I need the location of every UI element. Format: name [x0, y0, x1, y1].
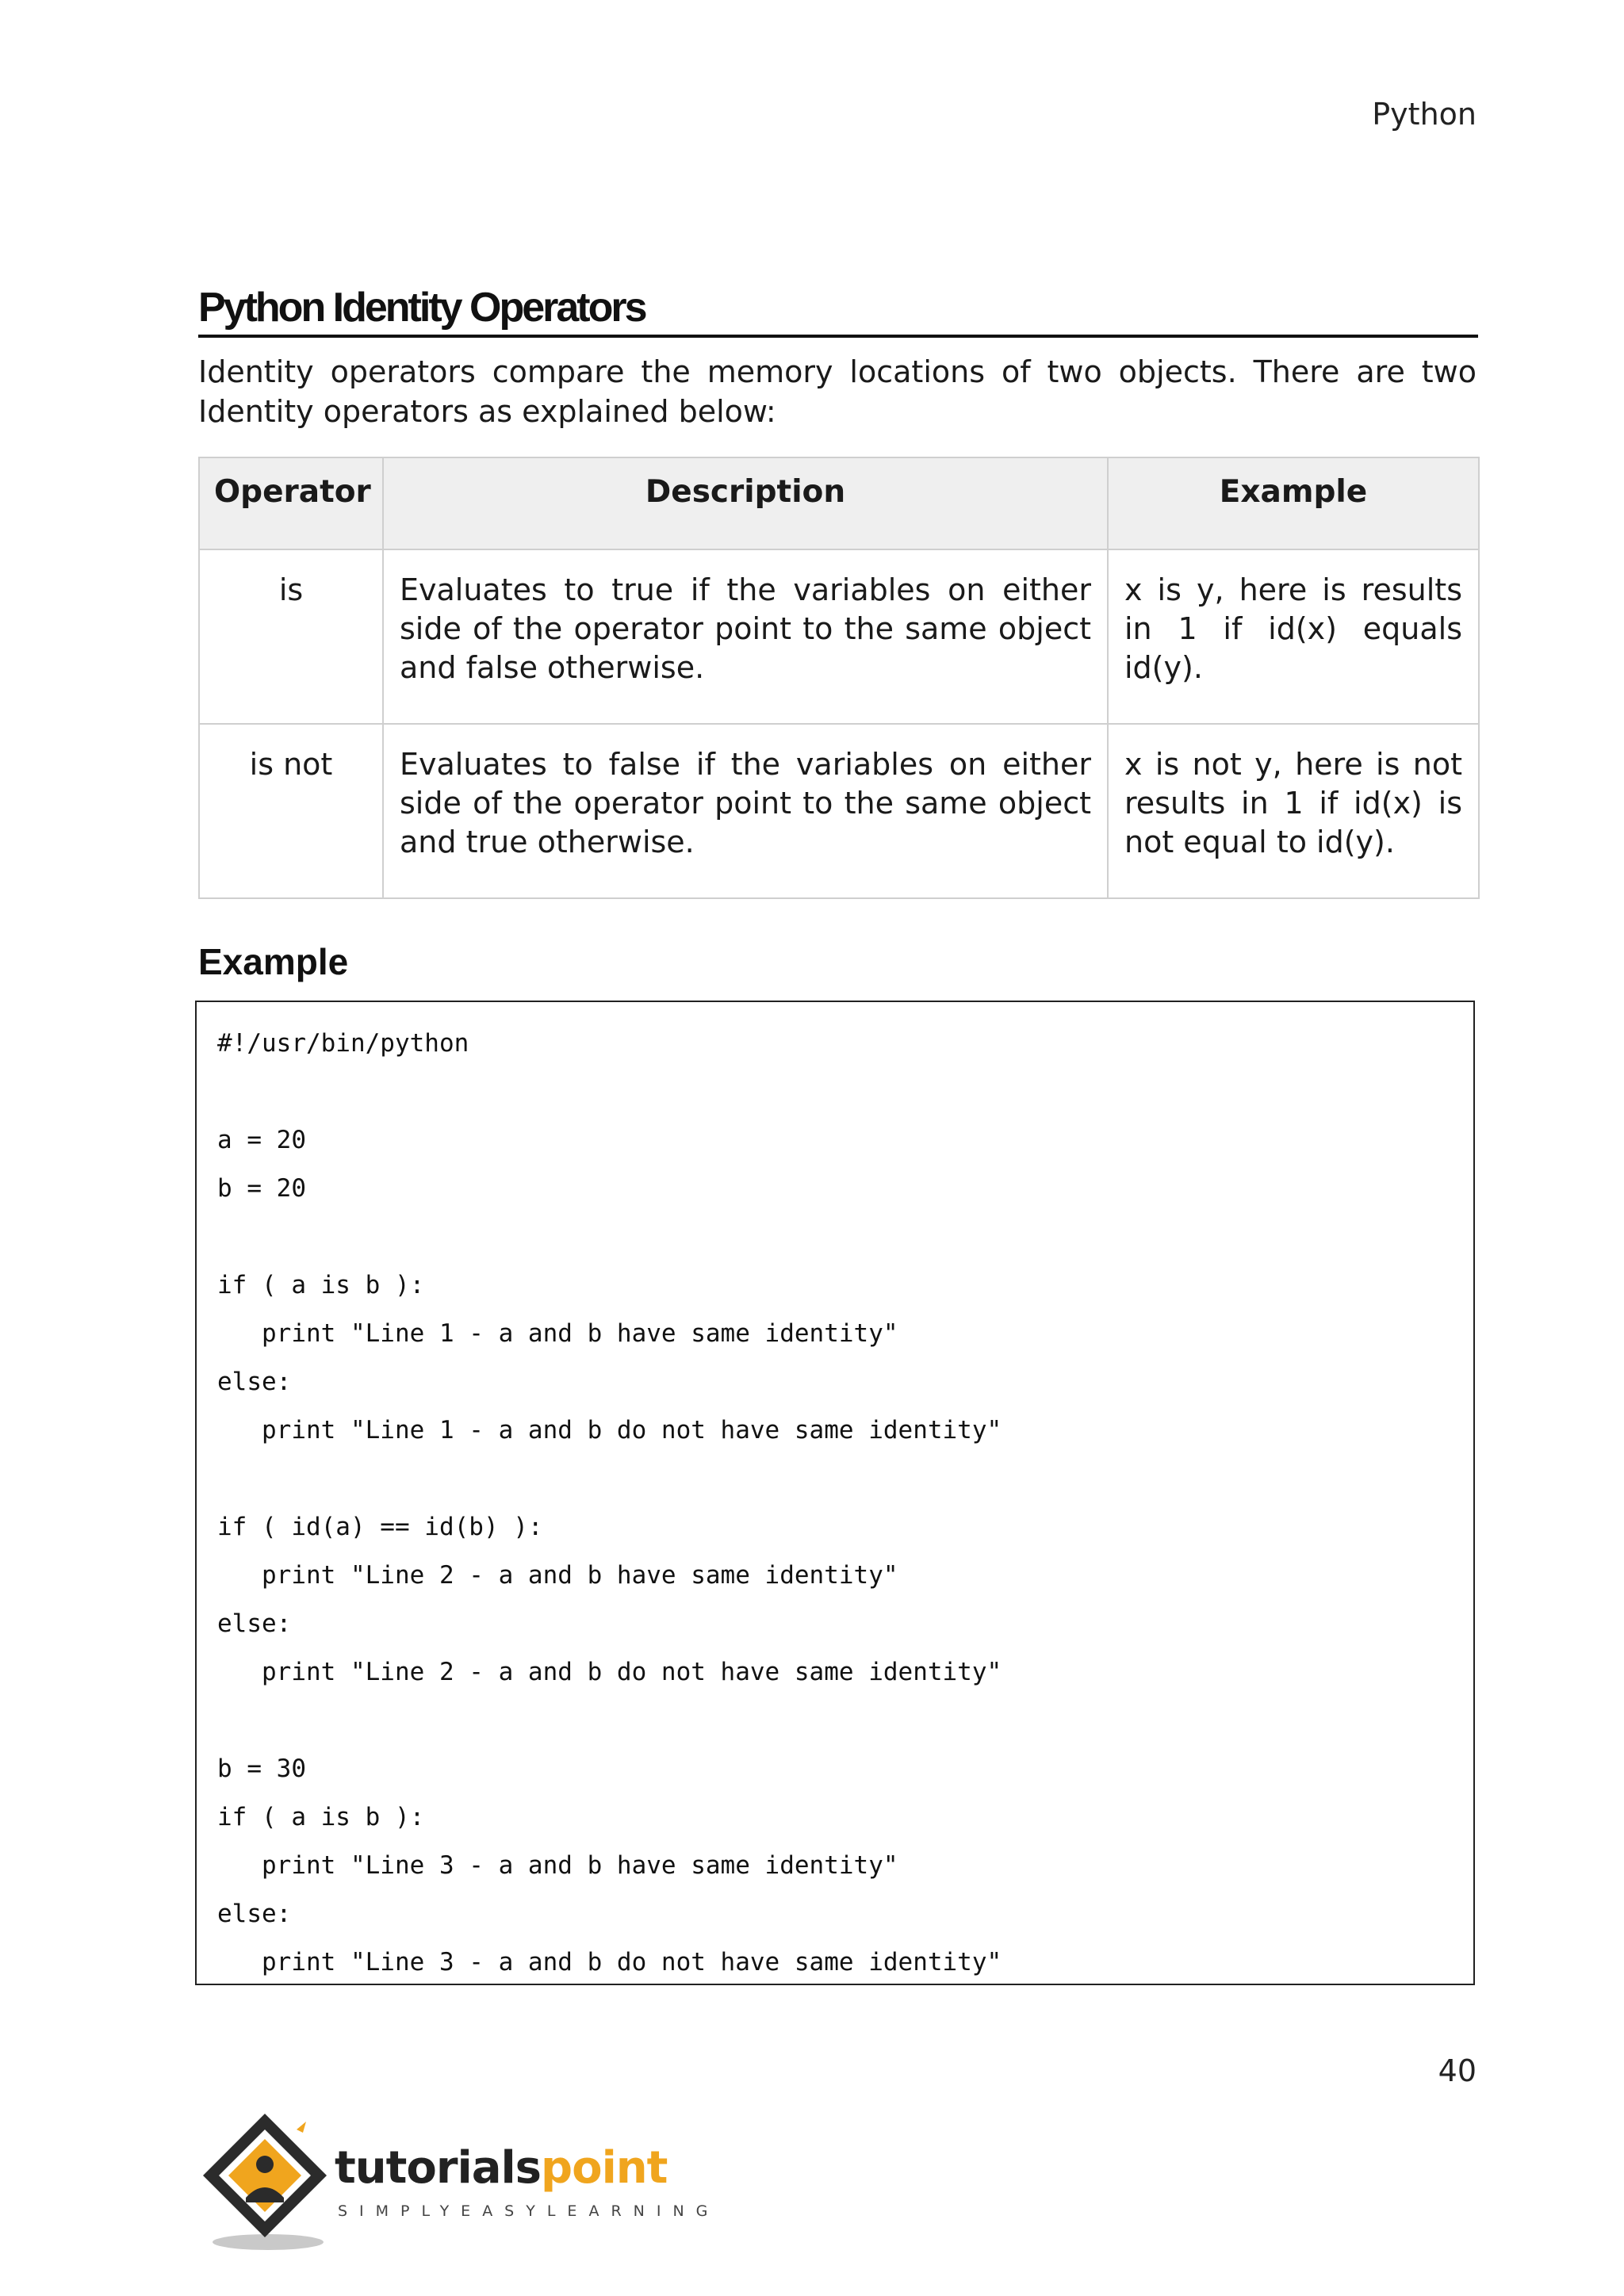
description-cell: Evaluates to false if the variables on either side of the operator point to the same object and true otherwise.: [383, 724, 1108, 898]
page-number: 40: [1438, 2053, 1477, 2088]
example-heading: Example: [198, 941, 349, 982]
table-row: [199, 549, 1479, 724]
header-example: Example: [1108, 457, 1479, 549]
running-header: Python: [1372, 97, 1477, 132]
header-description: Description: [383, 457, 1108, 549]
logo-emblem-icon: [195, 2109, 335, 2252]
example-cell: x is y, here is results in 1 if id(x) equals id(y).: [1108, 549, 1479, 724]
logo-word-tutorials: tutorials: [335, 2142, 542, 2194]
table-header-row: [199, 457, 1479, 549]
code-block: [195, 1001, 1475, 1985]
code-text: #!/usr/bin/python a = 20 b = 20 if ( a is b ): print "Line 1 - a and b have same identity" else: print "Line 1 - a and b do not have same identity" if ( id(a) == id(b) ): print "Line 2 - a and b have same identity" else: print "Line 2 - a and b do not have same identity" b = 30 if ( a is b ): print "Line 3 - a and b have same identity" else: print "Line 3 - a and b do not have same identity": [217, 1029, 1002, 1976]
description-cell: Evaluates to true if the variables on either side of the operator point to the same object and false otherwise.: [383, 549, 1108, 724]
operator-cell: is: [199, 549, 383, 724]
header-operator: Operator: [199, 457, 383, 549]
logo-wordmark: [335, 2142, 667, 2194]
logo-tagline: SIMPLYEASYLEARNING: [338, 2202, 720, 2220]
identity-operators-table: [198, 457, 1480, 899]
tutorialspoint-logo: [195, 2109, 720, 2252]
logo-word-point: point: [541, 2142, 668, 2194]
intro-paragraph: Identity operators compare the memory locations of two objects. There are two Identity operators as explained below:: [198, 354, 1477, 429]
operator-cell: is not: [199, 724, 383, 898]
section-title: Python Identity Operators: [198, 284, 1478, 338]
example-cell: x is not y, here is not results in 1 if id(x) is not equal to id(y).: [1108, 724, 1479, 898]
table-row: [199, 724, 1479, 898]
